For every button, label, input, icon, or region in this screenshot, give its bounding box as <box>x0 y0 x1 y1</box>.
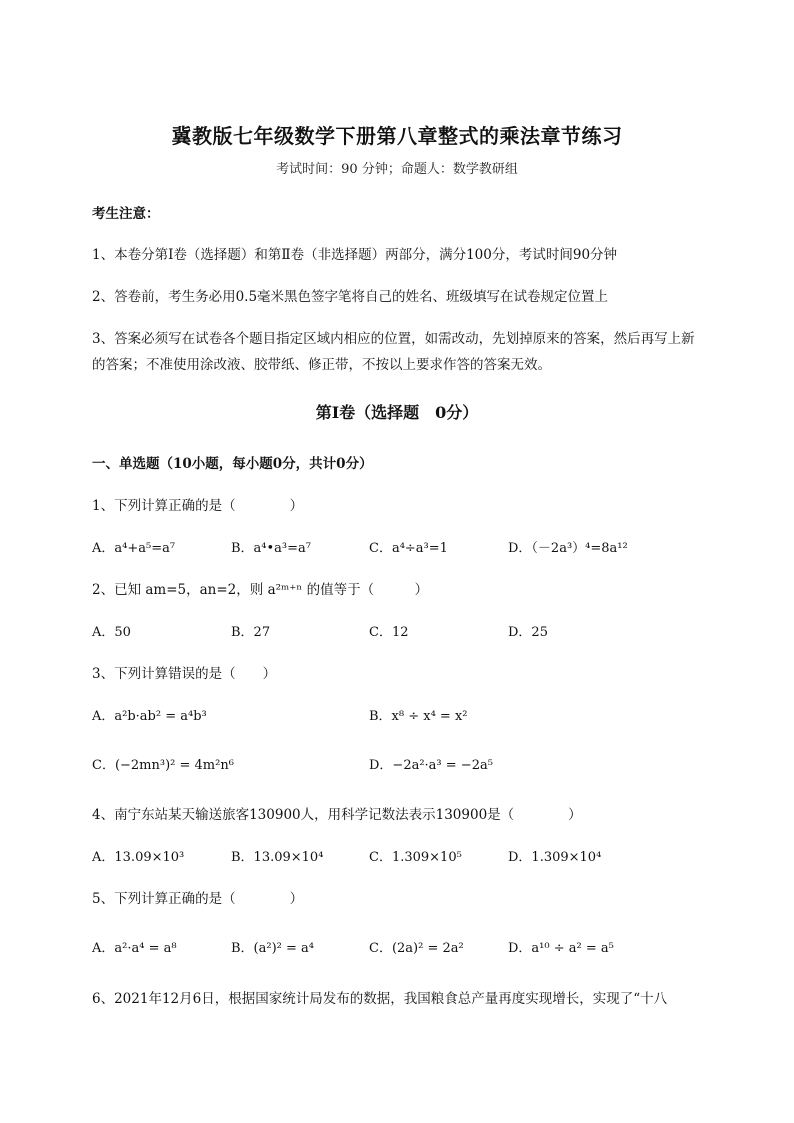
option-b: B．x⁸ ÷ x⁴ = x² <box>369 709 468 724</box>
question-stem: 1、下列计算正确的是（ ） <box>92 498 304 514</box>
option-a: A．a⁴+a⁵=a⁷ <box>92 541 176 556</box>
option-d: D．a¹⁰ ÷ a² = a⁵ <box>508 941 614 956</box>
option-c: C．a⁴÷a³=1 <box>369 541 448 556</box>
option-a: A．13.09×10³ <box>92 850 185 865</box>
option-a: A．a²b·ab² = a⁴b³ <box>92 709 207 724</box>
option-c: C．(−2mn³)² = 4m²n⁶ <box>92 758 234 773</box>
option-a: A．a²·a⁴ = a⁸ <box>92 941 177 956</box>
option-c: C．(2a)² = 2a² <box>369 941 464 956</box>
option-d: D．25 <box>508 625 548 640</box>
question-stem: 4、南宁东站某天输送旅客130900人，用科学记数法表示130900是（ ） <box>92 807 582 823</box>
part-heading: 一、单选题（10小题，每小题0分，共计0分） <box>92 456 373 472</box>
option-b: B．13.09×10⁴ <box>231 850 324 865</box>
option-b: B．27 <box>231 625 271 640</box>
question-stem: 5、下列计算正确的是（ ） <box>92 891 304 907</box>
section-title: 第Ⅰ卷（选择题 0分） <box>315 403 479 422</box>
exam-subtitle: 考试时间：90 分钟；命题人：数学教研组 <box>276 162 518 177</box>
notice-item: 的答案；不准使用涂改液、胶带纸、修正带，不按以上要求作答的答案无效。 <box>92 357 551 373</box>
exam-title: 冀教版七年级数学下册第八章整式的乘法章节练习 <box>171 124 623 148</box>
option-a: A．50 <box>92 625 131 640</box>
option-d: D．−2a²·a³ = −2a⁵ <box>369 758 493 773</box>
notice-item: 2、答卷前，考生务必用0.5毫米黑色签字笔将自己的姓名、班级填写在试卷规定位置上 <box>92 289 609 305</box>
option-d: D．（－2a³）⁴=8a¹² <box>508 541 628 556</box>
option-d: D．1.309×10⁴ <box>508 850 602 865</box>
notice-item: 1、本卷分第Ⅰ卷（选择题）和第Ⅱ卷（非选择题）两部分，满分100分，考试时间90分钟 <box>92 247 618 263</box>
question-stem: 3、下列计算错误的是（ ） <box>92 666 277 682</box>
option-b: B．(a²)² = a⁴ <box>231 941 314 956</box>
option-c: C．1.309×10⁵ <box>369 850 462 865</box>
question-stem: 2、已知 am=5，an=2，则 a²ᵐ⁺ⁿ 的值等于（ ） <box>92 582 429 598</box>
option-c: C．12 <box>369 625 409 640</box>
option-b: B．a⁴•a³=a⁷ <box>231 541 311 556</box>
notice-item: 3、答案必须写在试卷各个题目指定区域内相应的位置，如需改动，先划掉原来的答案，然后再写上新 <box>92 331 695 347</box>
question-stem: 6、2021年12月6日，根据国家统计局发布的数据，我国粮食总产量再度实现增长，实现了“十八 <box>92 991 668 1007</box>
notice-heading: 考生注意： <box>92 206 160 222</box>
